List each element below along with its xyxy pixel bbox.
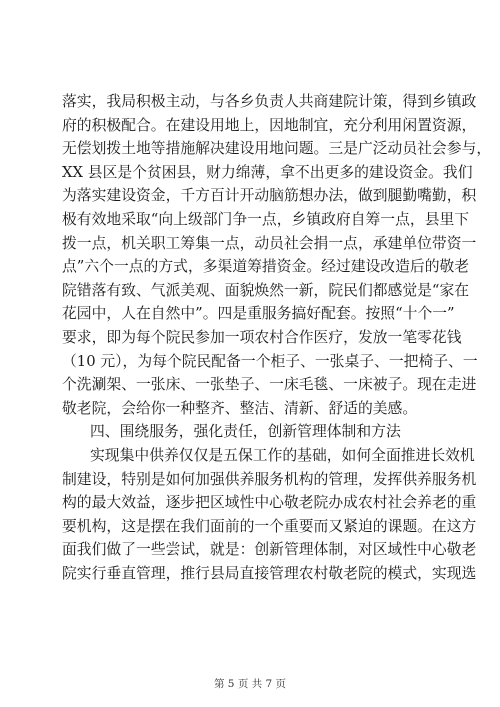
body-text-line: 花园中，人在自然中”。四是重服务搞好配套。按照“十个一” <box>62 305 455 323</box>
body-text-line: 个洗涮架、一张床、一张垫子、一床毛毯、一床被子。现在走进 <box>62 376 477 394</box>
body-text-line: 拨一点，机关职工筹集一点，动员社会捐一点，承建单位带资一 <box>62 234 477 252</box>
body-text-line: 极有效地采取“向上级部门争一点，乡镇政府自筹一点，县里下 <box>62 211 470 228</box>
body-text-line: XX 县区是个贫困县，财力绵薄，拿不出更多的建设资金。我们 <box>62 163 473 181</box>
body-text-line: 敬老院，会给你一种整齐、整洁、清新、舒适的美感。 <box>62 399 418 417</box>
body-text-line: 院实行垂直管理，推行县局直接管理农村敬老院的模式，实现选 <box>62 565 477 582</box>
body-text-line: 实现集中供养仅仅是五保工作的基础，如何全面推进长效机 <box>90 447 475 464</box>
body-text-line: 府的积极配合。在建设用地上，因地制宜，充分利用闲置资源， <box>62 116 477 134</box>
body-text-line: 为落实建设资金，千方百计开动脑筋想办法，做到腿勤嘴勤，积 <box>62 187 477 205</box>
body-text-line: （10 元），为每个院民配备一个柜子、一张桌子、一把椅子、一 <box>62 352 478 370</box>
body-text-line: 制建设，特别是如何加强供养服务机构的管理，发挥供养服务机 <box>62 470 477 488</box>
body-text-line: 要机构，这是摆在我们面前的一个重要而又紧迫的课题。在这方 <box>62 517 477 535</box>
body-text-line: 无偿划拨土地等措施解决建设用地问题。三是广泛动员社会参与， <box>62 140 492 158</box>
body-text-line: 院错落有致、气派美观、面貌焕然一新，院民们都感觉是“家在 <box>62 281 470 299</box>
body-text-line: 落实，我局积极主动，与各乡负责人共商建院计策，得到乡镇政 <box>62 93 477 110</box>
body-text-line: 点”六个一点的方式，多渠道筹措资金。经过建设改造后的敬老 <box>62 258 470 276</box>
page-footer: 第 5 页 共 7 页 <box>213 678 287 690</box>
body-text-line: 面我们做了一些尝试，就是：创新管理体制，对区域性中心敬老 <box>62 541 477 559</box>
body-text-line: 要求，即为每个院民参加一项农村合作医疗，发放一笔零花钱 <box>62 329 462 346</box>
section-heading: 四、围绕服务，强化责任，创新管理体制和方法 <box>90 423 401 441</box>
body-text-line: 构的最大效益，逐步把区域性中心敬老院办成农村社会养老的重 <box>62 494 477 512</box>
